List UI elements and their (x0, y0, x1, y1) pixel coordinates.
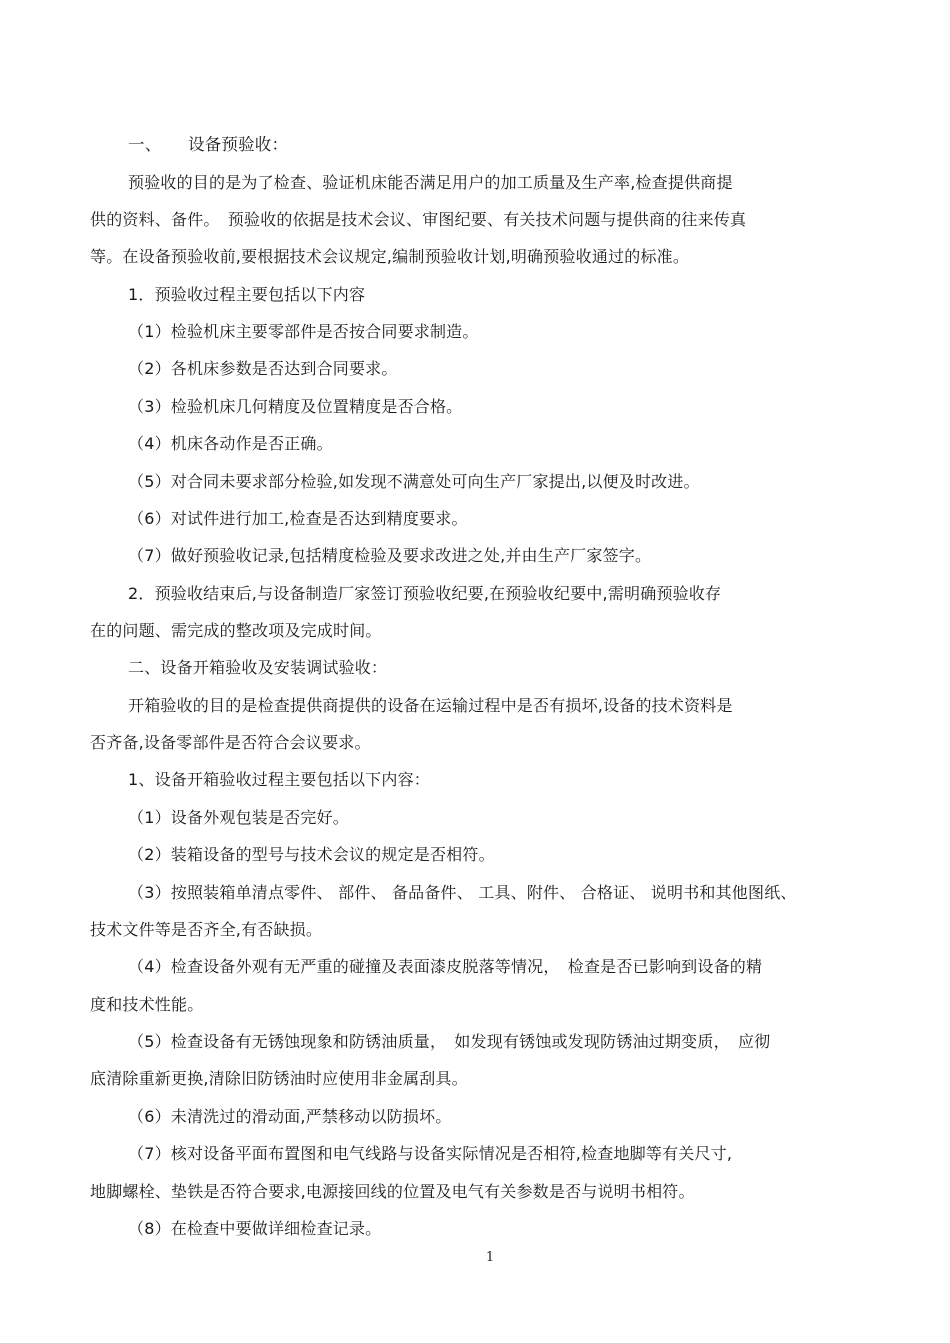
list-item: （4）检查设备外观有无严重的碰撞及表面漆皮脱落等情况， 检查是否已影响到设备的精 (128, 957, 763, 976)
list-item: （4）机床各动作是否正确。 (128, 434, 333, 453)
paragraph-line: 等。在设备预验收前,要根据技术会议规定,编制预验收计划,明确预验收通过的标准。 (90, 247, 690, 266)
list-item: （3）检验机床几何精度及位置精度是否合格。 (128, 397, 463, 416)
list-item-continuation: 度和技术性能。 (90, 995, 204, 1014)
paragraph-line: 2．预验收结束后,与设备制造厂家签订预验收纪要,在预验收纪要中,需明确预验收存 (128, 584, 722, 603)
list-item: （6）未清洗过的滑动面,严禁移动以防损坏。 (128, 1107, 452, 1126)
paragraph-line: 预验收的目的是为了检查、验证机床能否满足用户的加工质量及生产率,检查提供商提 (128, 173, 733, 192)
page-number: 1 (485, 1250, 495, 1265)
list-item-continuation: 技术文件等是否齐全,有否缺损。 (90, 920, 323, 939)
list-item: （5）对合同未要求部分检验,如发现不满意处可向生产厂家提出,以便及时改进。 (128, 472, 700, 491)
list-item: （6）对试件进行加工,检查是否达到精度要求。 (128, 509, 468, 528)
subsection-heading: 1．预验收过程主要包括以下内容 (128, 285, 366, 304)
section-heading-title: 设备预验收： (188, 135, 289, 154)
paragraph-line: 供的资料、备件。 预验收的依据是技术会议、审图纪要、有关技术问题与提供商的往来传真 (90, 210, 747, 229)
list-item: （7）做好预验收记录,包括精度检验及要求改进之处,并由生产厂家签字。 (128, 546, 652, 565)
list-item-continuation: 地脚螺栓、垫铁是否符合要求,电源接回线的位置及电气有关参数是否与说明书相符。 (90, 1182, 695, 1201)
list-item: （1）检验机床主要零部件是否按合同要求制造。 (128, 322, 479, 341)
list-item: （1）设备外观包装是否完好。 (128, 808, 349, 827)
list-item-continuation: 底清除重新更换,清除旧防锈油时应使用非金属刮具。 (90, 1069, 468, 1088)
section-heading-number: 一、 (128, 135, 162, 154)
list-item: （2）装箱设备的型号与技术会议的规定是否相符。 (128, 845, 495, 864)
list-item: （8）在检查中要做详细检查记录。 (128, 1219, 382, 1238)
list-item: （3）按照装箱单清点零件、 部件、 备品备件、 工具、附件、 合格证、 说明书和其他图纸、 (128, 883, 797, 902)
paragraph-line: 否齐备,设备零部件是否符合会议要求。 (90, 733, 371, 752)
paragraph-line: 在的问题、需完成的整改项及完成时间。 (90, 621, 382, 640)
section-heading-2: 二、设备开箱验收及安装调试验收： (128, 658, 388, 677)
list-item: （7）核对设备平面布置图和电气线路与设备实际情况是否相符,检查地脚等有关尺寸, (128, 1144, 733, 1163)
paragraph-line: 开箱验收的目的是检查提供商提供的设备在运输过程中是否有损坏,设备的技术资料是 (128, 696, 733, 715)
list-item: （5）检查设备有无锈蚀现象和防锈油质量， 如发现有锈蚀或发现防锈油过期变质， 应彻 (128, 1032, 771, 1051)
subsection-heading: 1、设备开箱验收过程主要包括以下内容： (128, 770, 430, 789)
list-item: （2）各机床参数是否达到合同要求。 (128, 359, 398, 378)
